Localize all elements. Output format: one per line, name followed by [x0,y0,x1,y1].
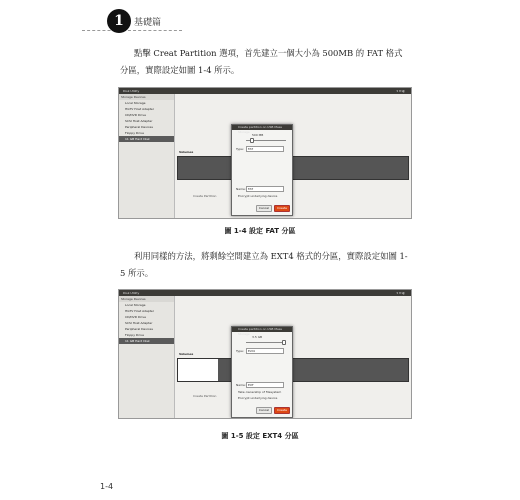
create-partition-dialog [231,124,293,216]
encrypt-checkbox-label[interactable]: Encrypt underlying device [238,194,278,198]
size-slider-knob[interactable] [250,138,254,143]
sidebar-item-selected[interactable]: 11 GB Hard Disk [119,136,174,142]
create-button[interactable]: Create [274,205,290,212]
page-number: 1-4 [100,482,114,491]
encrypt-checkbox-label[interactable]: Encrypt underlying device [238,396,278,400]
volume-map[interactable] [177,156,409,180]
sidebar-item[interactable]: Local Storage [125,101,146,105]
sidebar-item[interactable]: Floppy Drive [125,333,144,337]
sidebar-header: Storage Devices [119,94,174,100]
create-partition-link[interactable]: Create Partition [193,394,217,398]
size-slider[interactable] [246,342,286,343]
system-tray-icon: ▾ ✉ ◐ [396,291,405,295]
name-label: Name: [236,383,246,387]
chapter-number-badge: 1 [107,9,131,33]
window-title: Disk Utility [123,291,140,295]
dialog-title: Create partition on USB Mass Storage [232,125,292,130]
cancel-button[interactable]: Cancel [256,205,272,212]
type-select[interactable] [246,146,284,152]
sidebar-header: Storage Devices [119,296,174,302]
name-value: FAT [248,187,254,191]
type-value: FAT [248,147,254,151]
sidebar-item[interactable]: Peripheral Devices [125,327,153,331]
volumes-label: Volumes [179,352,194,356]
figure-1-screenshot [118,87,412,219]
sidebar-item[interactable]: Floppy Drive [125,131,144,135]
name-value: EXT [248,383,254,387]
paragraph-2-text: 利用同樣的方法，將剩餘空間建立為 EXT4 格式的分區，實際設定如圖 1-5 所示。 [120,251,408,278]
sidebar-item[interactable]: CD/DVD Drive [125,315,146,319]
chapter-title: 基礎篇 [134,18,162,28]
paragraph-1-text: 點擊 Creat Partition 選項，首先建立一個大小為 500MB 的 FAT 格式分區，實際設定如圖 1-4 所示。 [120,48,403,75]
size-slider-knob[interactable] [282,340,286,345]
volume-map[interactable] [177,358,409,382]
size-value: 500 MB [252,133,264,137]
type-label: Type: [236,147,244,151]
dialog-title: Create partition on USB Mass Storage [232,327,292,332]
sidebar-item[interactable]: HGTV Host Adapter [125,309,154,313]
name-field[interactable] [246,382,284,388]
sidebar-item[interactable]: HGTV Host Adapter [125,107,154,111]
name-label: Name: [236,187,246,191]
sidebar-item-selected[interactable]: 11 GB Hard Disk [119,338,174,344]
create-partition-dialog [231,326,293,418]
create-partition-link[interactable]: Create Partition [193,194,217,198]
sidebar-item[interactable]: Local Storage [125,303,146,307]
main-panel [175,296,411,418]
type-select[interactable] [246,348,284,354]
sidebar-item[interactable]: SCSI Host Adapter [125,321,153,325]
create-button[interactable]: Create [274,407,290,414]
ownership-checkbox-label[interactable]: Take ownership of filesystem [238,390,282,394]
sidebar [119,94,175,218]
volumes-label: Volumes [179,150,194,154]
sidebar-item[interactable]: Peripheral Devices [125,125,153,129]
window-title: Disk Utility [123,89,140,93]
cancel-button[interactable]: Cancel [256,407,272,414]
sidebar-item[interactable]: CD/DVD Drive [125,113,146,117]
paragraph-2 [120,248,410,282]
paragraph-1 [120,45,410,79]
size-value: 3.5 GB [252,335,263,339]
sidebar [119,296,175,418]
system-tray-icon: ▾ ✉ ◐ [396,89,405,93]
figure-2-caption: 圖 1-5 設定 EXT4 分區 [221,432,299,440]
figure-2-screenshot [118,289,412,419]
type-value: Ext4 [248,349,255,353]
main-panel [175,94,411,218]
name-field[interactable] [246,186,284,192]
type-label: Type: [236,349,244,353]
header-rule [82,30,182,31]
sidebar-item[interactable]: SCSI Host Adapter [125,119,153,123]
figure-1-caption: 圖 1-4 設定 FAT 分區 [224,227,296,235]
